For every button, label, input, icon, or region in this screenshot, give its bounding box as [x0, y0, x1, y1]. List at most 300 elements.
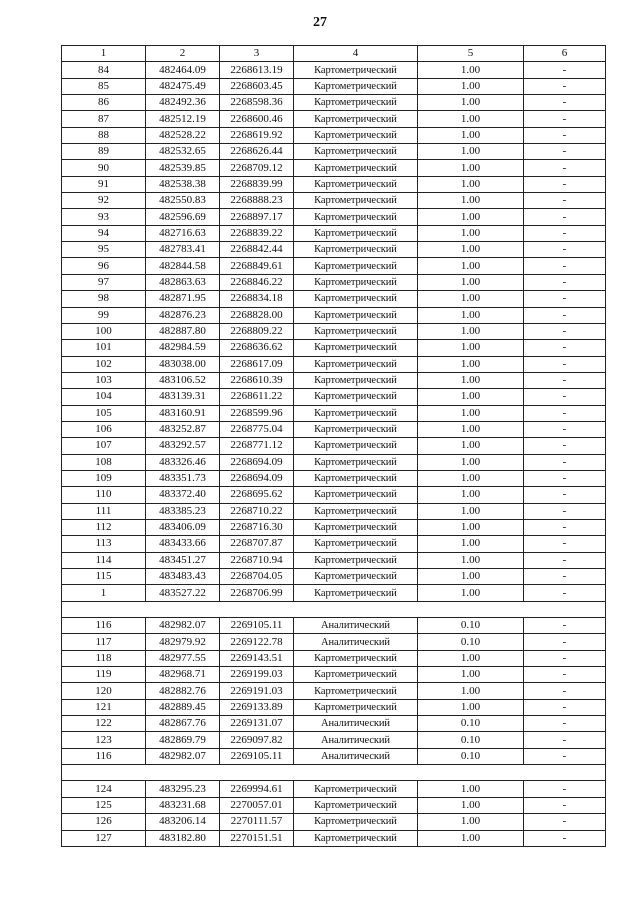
y-coordinate-cell [220, 601, 294, 617]
accuracy-cell: 1.00 [418, 176, 524, 192]
table-row [62, 78, 606, 94]
x-coordinate-cell: 482550.83 [146, 193, 220, 209]
accuracy-cell: 1.00 [418, 470, 524, 486]
method-cell: Картометрический [294, 242, 418, 258]
x-coordinate-cell: 483252.87 [146, 421, 220, 437]
x-coordinate-cell: 482869.79 [146, 732, 220, 748]
y-coordinate-cell: 2268839.99 [220, 176, 294, 192]
x-coordinate-cell: 482882.76 [146, 683, 220, 699]
y-coordinate-cell: 2268706.99 [220, 585, 294, 601]
note-cell: - [524, 454, 606, 470]
y-coordinate-cell: 2269191.03 [220, 683, 294, 699]
note-cell: - [524, 258, 606, 274]
point-number-cell: 106 [62, 421, 146, 437]
note-cell: - [524, 781, 606, 797]
header-cell-1: 1 [62, 46, 146, 62]
method-cell: Картометрический [294, 781, 418, 797]
note-cell: - [524, 470, 606, 486]
point-number-cell: 85 [62, 78, 146, 94]
point-number-cell: 113 [62, 536, 146, 552]
accuracy-cell: 1.00 [418, 356, 524, 372]
accuracy-cell: 0.10 [418, 634, 524, 650]
method-cell: Картометрический [294, 389, 418, 405]
x-coordinate-cell: 482982.07 [146, 748, 220, 764]
table-row [62, 127, 606, 143]
x-coordinate-cell: 483326.46 [146, 454, 220, 470]
x-coordinate-cell: 482532.65 [146, 144, 220, 160]
x-coordinate-cell: 483182.80 [146, 830, 220, 846]
method-cell: Картометрический [294, 225, 418, 241]
x-coordinate-cell: 483483.43 [146, 569, 220, 585]
note-cell: - [524, 814, 606, 830]
note-cell: - [524, 274, 606, 290]
method-cell: Картометрический [294, 438, 418, 454]
method-cell: Картометрический [294, 209, 418, 225]
method-cell: Картометрический [294, 62, 418, 78]
method-cell: Аналитический [294, 748, 418, 764]
x-coordinate-cell: 483038.00 [146, 356, 220, 372]
method-cell: Картометрический [294, 307, 418, 323]
note-cell: - [524, 209, 606, 225]
point-number-cell: 127 [62, 830, 146, 846]
accuracy-cell: 1.00 [418, 258, 524, 274]
y-coordinate-cell: 2268842.44 [220, 242, 294, 258]
table-row [62, 323, 606, 339]
x-coordinate-cell: 483206.14 [146, 814, 220, 830]
point-number-cell: 123 [62, 732, 146, 748]
note-cell: - [524, 193, 606, 209]
method-cell: Картометрический [294, 127, 418, 143]
y-coordinate-cell: 2269994.61 [220, 781, 294, 797]
page-number: 27 [313, 15, 327, 30]
point-number-cell: 99 [62, 307, 146, 323]
note-cell: - [524, 340, 606, 356]
header-cell-4: 4 [294, 46, 418, 62]
table-row [62, 62, 606, 78]
accuracy-cell: 1.00 [418, 111, 524, 127]
note-cell: - [524, 519, 606, 535]
accuracy-cell: 1.00 [418, 438, 524, 454]
x-coordinate-cell: 483106.52 [146, 372, 220, 388]
x-coordinate-cell: 482528.22 [146, 127, 220, 143]
method-cell: Картометрический [294, 667, 418, 683]
point-number-cell: 93 [62, 209, 146, 225]
point-number-cell: 90 [62, 160, 146, 176]
y-coordinate-cell: 2268619.92 [220, 127, 294, 143]
accuracy-cell: 1.00 [418, 323, 524, 339]
accuracy-cell: 1.00 [418, 78, 524, 94]
table-row [62, 193, 606, 209]
note-cell: - [524, 160, 606, 176]
note-cell: - [524, 732, 606, 748]
y-coordinate-cell: 2268834.18 [220, 291, 294, 307]
table-header-row [62, 46, 606, 62]
accuracy-cell: 1.00 [418, 781, 524, 797]
y-coordinate-cell: 2268599.96 [220, 405, 294, 421]
accuracy-cell: 1.00 [418, 503, 524, 519]
y-coordinate-cell: 2268897.17 [220, 209, 294, 225]
table-row [62, 144, 606, 160]
method-cell: Картометрический [294, 95, 418, 111]
method-cell: Картометрический [294, 372, 418, 388]
x-coordinate-cell: 483292.57 [146, 438, 220, 454]
x-coordinate-cell: 482889.45 [146, 699, 220, 715]
y-coordinate-cell [220, 765, 294, 781]
accuracy-cell: 1.00 [418, 291, 524, 307]
table-row [62, 307, 606, 323]
table-row [62, 797, 606, 813]
note-cell: - [524, 389, 606, 405]
point-number-cell [62, 601, 146, 617]
accuracy-cell: 1.00 [418, 667, 524, 683]
table-row [62, 454, 606, 470]
method-cell: Картометрический [294, 519, 418, 535]
table-row [62, 667, 606, 683]
x-coordinate-cell: 482887.80 [146, 323, 220, 339]
method-cell [294, 601, 418, 617]
table-row [62, 519, 606, 535]
x-coordinate-cell: 482968.71 [146, 667, 220, 683]
y-coordinate-cell: 2268710.22 [220, 503, 294, 519]
note-cell: - [524, 176, 606, 192]
note-cell: - [524, 307, 606, 323]
point-number-cell: 122 [62, 716, 146, 732]
point-number-cell: 100 [62, 323, 146, 339]
note-cell: - [524, 536, 606, 552]
table-row [62, 176, 606, 192]
point-number-cell: 101 [62, 340, 146, 356]
method-cell: Аналитический [294, 634, 418, 650]
accuracy-cell: 1.00 [418, 144, 524, 160]
note-cell: - [524, 699, 606, 715]
method-cell: Картометрический [294, 552, 418, 568]
method-cell: Аналитический [294, 732, 418, 748]
x-coordinate-cell: 482871.95 [146, 291, 220, 307]
x-coordinate-cell: 483160.91 [146, 405, 220, 421]
y-coordinate-cell: 2268617.09 [220, 356, 294, 372]
note-cell: - [524, 552, 606, 568]
method-cell: Картометрический [294, 470, 418, 486]
accuracy-cell: 1.00 [418, 421, 524, 437]
point-number-cell: 111 [62, 503, 146, 519]
table-row [62, 160, 606, 176]
note-cell: - [524, 487, 606, 503]
accuracy-cell: 1.00 [418, 519, 524, 535]
method-cell: Картометрический [294, 274, 418, 290]
note-cell: - [524, 62, 606, 78]
method-cell: Картометрический [294, 111, 418, 127]
point-number-cell: 88 [62, 127, 146, 143]
accuracy-cell: 1.00 [418, 389, 524, 405]
point-number-cell: 1 [62, 585, 146, 601]
method-cell: Картометрический [294, 487, 418, 503]
x-coordinate-cell: 483351.73 [146, 470, 220, 486]
table-row [62, 650, 606, 666]
point-number-cell: 124 [62, 781, 146, 797]
y-coordinate-cell: 2268598.36 [220, 95, 294, 111]
x-coordinate-cell: 482863.63 [146, 274, 220, 290]
table-row [62, 601, 606, 617]
method-cell: Картометрический [294, 78, 418, 94]
x-coordinate-cell: 483295.23 [146, 781, 220, 797]
x-coordinate-cell: 482596.69 [146, 209, 220, 225]
note-cell: - [524, 372, 606, 388]
table-row [62, 372, 606, 388]
point-number-cell: 126 [62, 814, 146, 830]
accuracy-cell: 1.00 [418, 797, 524, 813]
x-coordinate-cell: 482979.92 [146, 634, 220, 650]
table-row [62, 356, 606, 372]
y-coordinate-cell: 2268716.30 [220, 519, 294, 535]
y-coordinate-cell: 2269133.89 [220, 699, 294, 715]
accuracy-cell: 1.00 [418, 274, 524, 290]
note-cell: - [524, 716, 606, 732]
y-coordinate-cell: 2268600.46 [220, 111, 294, 127]
note-cell: - [524, 323, 606, 339]
y-coordinate-cell: 2270057.01 [220, 797, 294, 813]
y-coordinate-cell: 2268611.22 [220, 389, 294, 405]
point-number-cell [62, 765, 146, 781]
accuracy-cell: 1.00 [418, 487, 524, 503]
point-number-cell: 109 [62, 470, 146, 486]
point-number-cell: 119 [62, 667, 146, 683]
method-cell: Картометрический [294, 340, 418, 356]
y-coordinate-cell: 2268828.00 [220, 307, 294, 323]
note-cell: - [524, 585, 606, 601]
method-cell: Картометрический [294, 454, 418, 470]
x-coordinate-cell: 483231.68 [146, 797, 220, 813]
method-cell: Картометрический [294, 569, 418, 585]
note-cell: - [524, 683, 606, 699]
accuracy-cell: 0.10 [418, 732, 524, 748]
y-coordinate-cell: 2269122.78 [220, 634, 294, 650]
x-coordinate-cell: 482783.41 [146, 242, 220, 258]
y-coordinate-cell: 2268771.12 [220, 438, 294, 454]
x-coordinate-cell: 483406.09 [146, 519, 220, 535]
point-number-cell: 116 [62, 618, 146, 634]
method-cell: Картометрический [294, 650, 418, 666]
y-coordinate-cell: 2268704.05 [220, 569, 294, 585]
point-number-cell: 91 [62, 176, 146, 192]
accuracy-cell: 1.00 [418, 569, 524, 585]
y-coordinate-cell: 2268888.23 [220, 193, 294, 209]
accuracy-cell: 1.00 [418, 699, 524, 715]
x-coordinate-cell: 482876.23 [146, 307, 220, 323]
x-coordinate-cell: 482977.55 [146, 650, 220, 666]
table-row [62, 716, 606, 732]
point-number-cell: 121 [62, 699, 146, 715]
x-coordinate-cell: 482844.58 [146, 258, 220, 274]
y-coordinate-cell: 2268610.39 [220, 372, 294, 388]
note-cell: - [524, 95, 606, 111]
y-coordinate-cell: 2269143.51 [220, 650, 294, 666]
y-coordinate-cell: 2268849.61 [220, 258, 294, 274]
note-cell: - [524, 650, 606, 666]
header-cell-5: 5 [418, 46, 524, 62]
table-row [62, 291, 606, 307]
table-row [62, 732, 606, 748]
method-cell: Картометрический [294, 405, 418, 421]
method-cell: Картометрический [294, 683, 418, 699]
table-row [62, 405, 606, 421]
table-row [62, 814, 606, 830]
note-cell: - [524, 503, 606, 519]
note-cell: - [524, 438, 606, 454]
x-coordinate-cell: 483139.31 [146, 389, 220, 405]
note-cell [524, 765, 606, 781]
point-number-cell: 108 [62, 454, 146, 470]
method-cell [294, 765, 418, 781]
x-coordinate-cell: 482982.07 [146, 618, 220, 634]
table-row [62, 748, 606, 764]
point-number-cell: 110 [62, 487, 146, 503]
y-coordinate-cell: 2268694.09 [220, 470, 294, 486]
x-coordinate-cell: 482539.85 [146, 160, 220, 176]
table-row [62, 765, 606, 781]
table-body [62, 62, 606, 847]
note-cell: - [524, 421, 606, 437]
point-number-cell: 92 [62, 193, 146, 209]
y-coordinate-cell: 2268809.22 [220, 323, 294, 339]
point-number-cell: 118 [62, 650, 146, 666]
accuracy-cell [418, 765, 524, 781]
point-number-cell: 87 [62, 111, 146, 127]
x-coordinate-cell: 482475.49 [146, 78, 220, 94]
accuracy-cell: 1.00 [418, 340, 524, 356]
method-cell: Картометрический [294, 160, 418, 176]
point-number-cell: 117 [62, 634, 146, 650]
note-cell: - [524, 405, 606, 421]
method-cell: Картометрический [294, 144, 418, 160]
point-number-cell: 125 [62, 797, 146, 813]
table-row [62, 683, 606, 699]
point-number-cell: 114 [62, 552, 146, 568]
table-row [62, 209, 606, 225]
x-coordinate-cell: 483451.27 [146, 552, 220, 568]
accuracy-cell: 1.00 [418, 160, 524, 176]
point-number-cell: 103 [62, 372, 146, 388]
x-coordinate-cell [146, 601, 220, 617]
table-row [62, 618, 606, 634]
note-cell: - [524, 291, 606, 307]
y-coordinate-cell: 2268839.22 [220, 225, 294, 241]
accuracy-cell: 0.10 [418, 716, 524, 732]
x-coordinate-cell: 482867.76 [146, 716, 220, 732]
x-coordinate-cell: 482716.63 [146, 225, 220, 241]
note-cell: - [524, 797, 606, 813]
y-coordinate-cell: 2269097.82 [220, 732, 294, 748]
table-row [62, 242, 606, 258]
method-cell: Картометрический [294, 258, 418, 274]
method-cell: Картометрический [294, 536, 418, 552]
accuracy-cell: 1.00 [418, 405, 524, 421]
point-number-cell: 102 [62, 356, 146, 372]
note-cell: - [524, 225, 606, 241]
x-coordinate-cell: 482538.38 [146, 176, 220, 192]
y-coordinate-cell: 2268694.09 [220, 454, 294, 470]
y-coordinate-cell: 2268775.04 [220, 421, 294, 437]
point-number-cell: 112 [62, 519, 146, 535]
accuracy-cell: 1.00 [418, 552, 524, 568]
y-coordinate-cell: 2270111.57 [220, 814, 294, 830]
note-cell: - [524, 144, 606, 160]
y-coordinate-cell: 2268710.94 [220, 552, 294, 568]
accuracy-cell: 1.00 [418, 830, 524, 846]
point-number-cell: 89 [62, 144, 146, 160]
method-cell: Картометрический [294, 193, 418, 209]
note-cell: - [524, 618, 606, 634]
y-coordinate-cell: 2268709.12 [220, 160, 294, 176]
y-coordinate-cell: 2268603.45 [220, 78, 294, 94]
method-cell: Картометрический [294, 830, 418, 846]
table-row [62, 781, 606, 797]
header-cell-3: 3 [220, 46, 294, 62]
y-coordinate-cell: 2268636.62 [220, 340, 294, 356]
method-cell: Картометрический [294, 176, 418, 192]
accuracy-cell: 1.00 [418, 242, 524, 258]
accuracy-cell: 1.00 [418, 536, 524, 552]
table-row [62, 95, 606, 111]
note-cell: - [524, 78, 606, 94]
table-row [62, 585, 606, 601]
table-row [62, 389, 606, 405]
accuracy-cell: 1.00 [418, 225, 524, 241]
accuracy-cell: 1.00 [418, 585, 524, 601]
table-row [62, 699, 606, 715]
y-coordinate-cell: 2269131.07 [220, 716, 294, 732]
method-cell: Картометрический [294, 797, 418, 813]
y-coordinate-cell: 2268695.62 [220, 487, 294, 503]
table-row [62, 470, 606, 486]
method-cell: Картометрический [294, 421, 418, 437]
x-coordinate-cell: 483385.23 [146, 503, 220, 519]
point-number-cell: 105 [62, 405, 146, 421]
accuracy-cell: 1.00 [418, 62, 524, 78]
note-cell: - [524, 569, 606, 585]
x-coordinate-cell: 483433.66 [146, 536, 220, 552]
y-coordinate-cell: 2268613.19 [220, 62, 294, 78]
point-number-cell: 86 [62, 95, 146, 111]
x-coordinate-cell: 482512.19 [146, 111, 220, 127]
table-row [62, 503, 606, 519]
method-cell: Картометрический [294, 503, 418, 519]
point-number-cell: 96 [62, 258, 146, 274]
table-row [62, 634, 606, 650]
method-cell: Картометрический [294, 814, 418, 830]
note-cell: - [524, 748, 606, 764]
header-cell-6: 6 [524, 46, 606, 62]
table-row [62, 274, 606, 290]
accuracy-cell: 1.00 [418, 127, 524, 143]
table-row [62, 830, 606, 846]
point-number-cell: 120 [62, 683, 146, 699]
accuracy-cell: 0.10 [418, 748, 524, 764]
x-coordinate-cell: 482984.59 [146, 340, 220, 356]
accuracy-cell: 0.10 [418, 618, 524, 634]
x-coordinate-cell: 482464.09 [146, 62, 220, 78]
y-coordinate-cell: 2268707.87 [220, 536, 294, 552]
point-number-cell: 115 [62, 569, 146, 585]
table-row [62, 340, 606, 356]
note-cell: - [524, 127, 606, 143]
method-cell: Картометрический [294, 699, 418, 715]
accuracy-cell: 1.00 [418, 814, 524, 830]
accuracy-cell: 1.00 [418, 95, 524, 111]
table-row [62, 111, 606, 127]
table-row [62, 552, 606, 568]
method-cell: Картометрический [294, 291, 418, 307]
note-cell: - [524, 634, 606, 650]
